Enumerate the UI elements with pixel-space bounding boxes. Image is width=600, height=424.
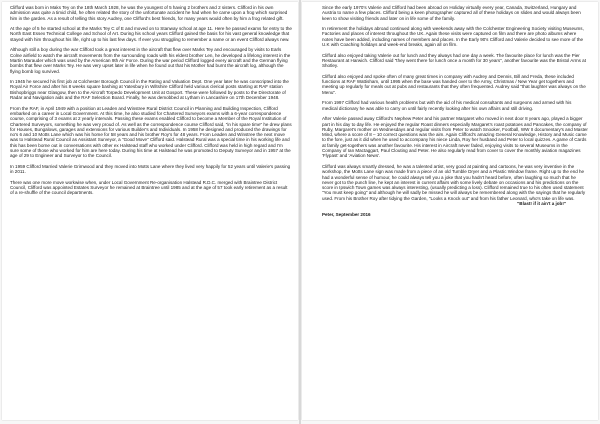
paragraph-character: Clifford was always smartly dressed, he was a talented artist, very good at painting and cartoons, he was very inventive in the workshop, the Motts Lane sign was made from a piece of an old Tumble Dryer and a Plastic Window frame. Right up to the end he had a wonderful sense of humour, he could always tell you a joke that you hadn't heard before, often laughing so much that he never got to the punch line, he kept an interest in current affairs with some lively debate on occasions and his predictions on the score in Ipswich Town games was always interesting, (usually predicting a loss). Clifford remained true to his often used statement "You must keep going" and although he will sadly be missed he will always be remembered along with the sayings that he regularly used. From his Brother Roy after tidying the Garden, "Looks a Knock out" and from his father Leonard, who's take on life was. [322,163,586,201]
paragraph-health: From 1997 Clifford had various health problems but with the aid of his medical consultants and surgeons and armed with his medical dictionary he was able to carry on until fairly recently looking after his own affairs and still driving. [322,100,572,111]
left-text-column [10,5,292,418]
page-gutter [299,0,301,424]
left-page [2,2,298,420]
paragraph-career: From the RAF, in April 1949 with a position at Leaden and Winstree Rural District Council in Planning and Building Inspection, Clifford embarked on a career in Local Government. At this time, he also studied for Chartered Surveyors exams with a 6-year correspondence course, comprising of 3 exams at 2 yearly intervals. Passing these exams enabled Clifford to become a Member of the Royal Institution of Chartered Surveyors, something he was very proud of. As well as the correspondence course Clifford said, "in his spare time" he drew plans for Houses, Bungalows, garages and extensions for various Builder's and Individuals. In 1958 he designed and produced the drawings for no's 6 and 10 Motts Lane which was his home for 58 years and his brother Roy's for 48 years. From Leaden and Winstree the next move was to Halstead Rural Council as Assistant Surveyor, a "Good Move" Clifford said. Halstead Rural was a special time in his working life and this has been borne out in conversations with other ex Halstead staff who worked under Clifford. Clifford was held in high regard and I'm sure some of those who worked for him are here today. During his time at Halstead he was promoted to Deputy Surveyor and in 1957 at the age of 29 to Engineer and Surveyor to the Council. [10,105,292,159]
paragraph-marriage: In 1959 Clifford Married Valerie Grimwood and they moved into Motts Lane where they lived very happily for 52 years until Valerie's passing in 2011. [10,163,291,175]
paragraph-retirement: There was one more move workwise when, under Local Government Re-organisation Halstead R.D.C. merged with Braintree District Council, Clifford was appointed Estates Surveyor he remained at Braintree until 1985 and at the age of 57 took early retirement as a result of a re-shuffle of the council departments. [10,179,288,196]
paragraph-war-aircraft: Although still a boy during the war Clifford took a great interest in the aircraft that flew over Marks Tey and encouraged by visits to Earls Colne airfield to watch the aircraft movements from the surrounding roads with his eldest brother Len, he developed a lifelong interest in the Martin Marauder which was used by the American 9th Air Force. During the war period Clifford logged every aircraft and the German flying bombs that flew over Marks Tey. He was very upset later in life when he found out that his Mother had burnt the aircraft log, although the flying bomb log survived. [10,47,291,74]
paragraph-holidays: Since the early 1970's Valerie and Clifford had been abroad on Holiday virtually every year, Canada, Switzerland, Hungary and Austria to name a few places. Clifford being a keen photographer captured all of these holidays on slides and would always been keen to show visiting friends and later on in life some of the family. [322,5,581,21]
paragraph-later-years: After Valerie passed away Clifford's Nephew Peter and his partner Margaret who moved in next door 8 years ago, played a bigger part in his day to day life. He enjoyed the regular Roast dinners especially Margaret's roast potatoes and Pancakes, the company of Ruby, Margaret's mother on Wednesdays and regular visits from Peter to watch Snooker, Football, WW II documentary's and Master Mind, where a score of 8 – 10 correct questions was the aim. Again Clifford's amazing General Knowledge, History and Music came to the fore, just as it did when he used to accompany his niece Linda, Roy her husband and Peter to local quizzes. A game of Cards at family get-togethers was another favourite. His interest in Aircraft never faded, enjoying visits to several Museums in the Company of Ian Mactaggart, Paul Clouting and Peter. He also regularly read from cover to cover the monthly aviation magazines 'Flypast' and 'Aviation News'. [322,116,588,159]
right-text-column [322,5,588,418]
paragraph-school: At the age of 5 he started school at the Marks Tey C of E and moved on to Stanway school at age 11. Here he passed exams for entry to the North East Essex Technical College and School of Art. During his school years Clifford gained the basis for his vast general knowledge that stayed with him throughout his life, right up to his last few days. If ever you struggling to remember a name or an event Clifford always new. [10,26,292,42]
closing-quote: "Blast! if it ain't a job!" [517,200,566,206]
signoff: Peter, September 2016 [322,211,371,217]
paragraph-friends: Clifford also enjoyed and spoke often of many great times in company with Audrey and Dennis, Bill and Freda, these included functions at RAF Wattisham, until 1995 when the base was handed over to the Army, Christmas / New Year get togethers and meeting up regularly for meals out at pubs and restaurants that they often frequented. Audrey said "that laughter was always on the Menu". [322,73,586,95]
paragraph-raf: In 1945 he secured his first job at Colchester Borough Council in the Rating and Valuation Dept. One year later he was conscripted into the Royal Air Force and after his 8 weeks square bashing at Yatesbury in Wiltshire Clifford held various clerical posts starting at RAF station Bishopbriggs near Glasgow, then to the Aircraft Torpedo Development Unit at Gosport. These were followed by posts to the Directorate of Radar and Navigation aids and the RAF Selection Board. Finally, he was demobbed at Lytham in Lancashire on 17th December 1948. [10,79,289,101]
paragraph-lunch: Clifford also enjoyed taking Valerie out for lunch and they always had one day a week. The favourite place for lunch was the Pier Restaurant at Harwich. Clifford said "they went there for lunch once a month for 30 years", another favourite was the Bristol Arms at Shotley. [322,52,586,69]
right-page [302,2,598,420]
paragraph-engineering-society: In retirement the holidays abroad continued along with weekends away with the Colchester Engineering Society visiting Museums, Factories and places of interest throughout the UK. Again these visits were captured on film and there are photo albums where notes have been added, including names of members and places. In the Early 90's Clifford and Valerie decided to see more of the U.K with Coaching holidays and week-end breaks, again all on film. [322,26,584,48]
paragraph-birth: Clifford was born in Maks Tey on the 18th March 1928, he was the youngest of 5 having 2 brothers and 2 sisters. Clifford in his own admission was quite a timid child, he often related the story of the unfortunate accident he had when he came upon a frog which surprised him in the garden. As a result of telling this story Audrey, one Clifford's best friends, for many years would often by him a frog related gift. [10,5,288,21]
